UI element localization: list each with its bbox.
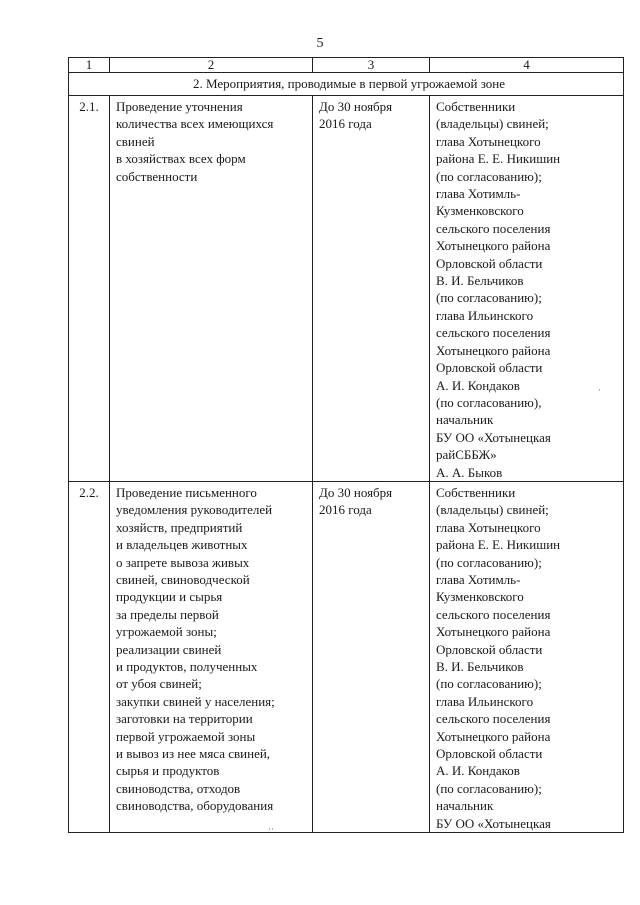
responsible-line: БУ ОО «Хотынецкая bbox=[436, 815, 551, 831]
measure-line: за пределы первой bbox=[116, 606, 219, 622]
responsible-line: Орловской области bbox=[436, 255, 543, 271]
responsible-line: райСББЖ» bbox=[436, 447, 497, 463]
responsible-line: глава Ильинского bbox=[436, 307, 534, 323]
measure-line: и владельцев животных bbox=[116, 537, 248, 553]
measure-line: угрожаемой зоны; bbox=[116, 624, 217, 640]
responsible-line: (по согласованию), bbox=[436, 394, 542, 410]
measure-line: хозяйств, предприятий bbox=[116, 519, 243, 535]
column-header-1: 1 bbox=[69, 58, 110, 73]
deadline-line: До 30 ноября bbox=[319, 484, 393, 500]
page-number: 5 bbox=[316, 36, 324, 51]
row-number: 2.2. bbox=[69, 481, 110, 832]
responsible-line: А. А. Быков bbox=[436, 464, 503, 480]
responsible-line: Собственники bbox=[436, 99, 516, 114]
responsible-line: Орловской области bbox=[436, 641, 543, 657]
responsible-line: сельского поселения bbox=[436, 220, 551, 236]
deadline-line: До 30 ноября bbox=[319, 99, 393, 114]
responsible-line: начальник bbox=[436, 412, 494, 428]
responsible-line: (по согласованию); bbox=[436, 780, 542, 796]
table-row bbox=[69, 96, 624, 482]
responsible-line: начальник bbox=[436, 798, 494, 814]
column-header-2: 2 bbox=[110, 58, 313, 73]
measure-line: заготовки на территории bbox=[116, 711, 253, 727]
responsible-line: Хотынецкого района bbox=[436, 624, 551, 640]
responsible-line: (владельцы) свиней; bbox=[436, 116, 549, 132]
responsible-line: А. И. Кондаков bbox=[436, 763, 520, 779]
measure-line: Проведение письменного bbox=[116, 484, 257, 500]
responsible-line: (по согласованию); bbox=[436, 290, 542, 306]
deadline-cell bbox=[313, 481, 430, 832]
responsible-line: Хотынецкого района bbox=[436, 728, 551, 744]
responsible-line: глава Хотимль- bbox=[436, 571, 521, 587]
table-row bbox=[69, 481, 624, 832]
responsible-line: сельского поселения bbox=[436, 711, 551, 727]
measure-line: уведомления руководителей bbox=[116, 502, 273, 518]
responsible-line: (по согласованию); bbox=[436, 168, 542, 184]
measure-cell bbox=[110, 96, 313, 482]
responsible-cell bbox=[430, 96, 624, 482]
responsible-line: А. И. Кондаков bbox=[436, 377, 520, 393]
responsible-line: Орловской области bbox=[436, 746, 543, 762]
measure-line: продукции и сырья bbox=[116, 589, 223, 605]
responsible-line: БУ ОО «Хотынецкая bbox=[436, 429, 551, 445]
responsible-line: (по согласованию); bbox=[436, 676, 542, 692]
measure-line: свиноводства, оборудования bbox=[116, 798, 274, 814]
measure-line: закупки свиней у населения; bbox=[116, 693, 275, 709]
responsible-line: района Е. Е. Никишин bbox=[436, 537, 561, 553]
measure-line: свиноводства, отходов bbox=[116, 780, 241, 796]
measure-line: и продуктов, полученных bbox=[116, 659, 258, 674]
responsible-line: глава Хотынецкого bbox=[436, 133, 541, 149]
measure-line: собственности bbox=[116, 168, 198, 184]
deadline-line: 2016 года bbox=[319, 502, 372, 518]
responsible-line: (владельцы) свиней; bbox=[436, 502, 549, 518]
measure-line: о запрете вывоза живых bbox=[116, 554, 250, 570]
responsible-cell bbox=[430, 481, 624, 832]
measure-line: и вывоз из нее мяса свиней, bbox=[116, 746, 271, 762]
responsible-line: глава Хотимль- bbox=[436, 186, 521, 202]
responsible-line: сельского поселения bbox=[436, 606, 551, 622]
measure-line: в хозяйствах всех форм bbox=[116, 151, 246, 167]
section-row bbox=[69, 73, 624, 96]
scan-speck: · bbox=[598, 385, 601, 395]
deadline-cell bbox=[313, 96, 430, 482]
column-header-3: 3 bbox=[313, 58, 430, 73]
column-header-4: 4 bbox=[430, 58, 624, 73]
measure-cell bbox=[110, 481, 313, 832]
responsible-line: Кузменковского bbox=[436, 589, 524, 605]
responsible-line: сельского поселения bbox=[436, 325, 551, 341]
deadline-line: 2016 года bbox=[319, 116, 372, 132]
responsible-line: (по согласованию); bbox=[436, 554, 542, 570]
responsible-line: глава Хотынецкого bbox=[436, 519, 541, 535]
measure-line: количества всех имеющихся bbox=[116, 116, 274, 132]
measure-line: свиней bbox=[116, 133, 155, 149]
section-title: 2. Мероприятия, проводимые в первой угрожаемой зоне bbox=[69, 73, 624, 96]
header-row bbox=[69, 58, 624, 73]
responsible-line: Хотынецкого района bbox=[436, 342, 551, 358]
scan-speck: ·· bbox=[268, 824, 274, 834]
responsible-line: Хотынецкого района bbox=[436, 238, 551, 254]
measure-line: Проведение уточнения bbox=[116, 99, 243, 114]
responsible-line: Орловской области bbox=[436, 360, 543, 376]
measure-line: первой угрожаемой зоны bbox=[116, 728, 256, 744]
measure-line: свиней, свиноводческой bbox=[116, 571, 250, 587]
responsible-line: района Е. Е. Никишин bbox=[436, 151, 561, 167]
measure-line: от убоя свиней; bbox=[116, 676, 202, 692]
responsible-line: Кузменковского bbox=[436, 203, 524, 219]
measure-line: реализации свиней bbox=[116, 641, 222, 657]
responsible-line: глава Ильинского bbox=[436, 693, 534, 709]
measures-table bbox=[68, 57, 624, 833]
responsible-line: В. И. Бельчиков bbox=[436, 659, 524, 674]
responsible-line: Собственники bbox=[436, 484, 516, 500]
measure-line: сырья и продуктов bbox=[116, 763, 220, 779]
row-number: 2.1. bbox=[69, 96, 110, 482]
responsible-line: В. И. Бельчиков bbox=[436, 273, 524, 289]
